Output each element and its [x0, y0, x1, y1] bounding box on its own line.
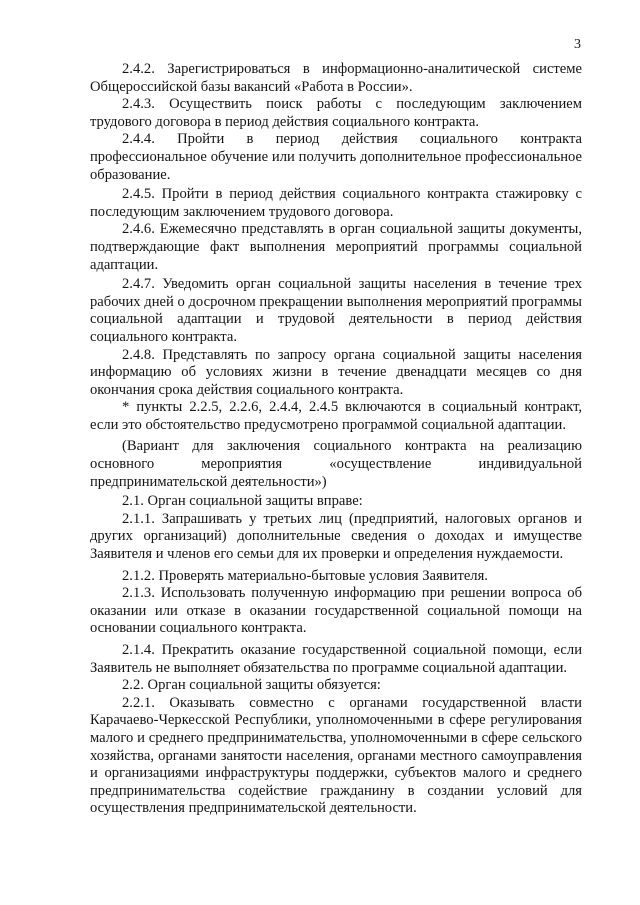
clause-2-4-5: 2.4.5. Пройти в период действия социального контракта стажировку с последующим заключением трудового договора.	[90, 186, 582, 220]
clause-2-2-1: 2.2.1. Оказывать совместно с органами государственной власти Карачаево-Черкесской Республики, уполномоченными в сфере регулирования малого и среднего предпринимательства, уполномоченными в сфере сельского хозяйства, органами занятости населения, органами местного самоуправления и организациями инфраструктуры поддержки, субъектов малого и среднего предпринимательства содействие гражданину в создании условий для осуществления предпринимательской деятельности.	[90, 694, 582, 817]
page-number: 3	[574, 37, 581, 52]
variant-note: (Вариант для заключения социального контракта на реализацию основного мероприятия «осуществление индивидуальной предпринимательской деятельности»)	[90, 438, 582, 490]
clause-2-1-2: 2.1.2. Проверять материально-бытовые условия Заявителя.	[122, 567, 488, 584]
clause-2-1-4: 2.1.4. Прекратить оказание государственной социальной помощи, если Заявитель не выполняет обязательства по программе социальной адаптации.	[90, 642, 582, 676]
clause-2-2-heading: 2.2. Орган социальной защиты обязуется:	[122, 677, 381, 694]
clause-2-1-1: 2.1.1. Запрашивать у третьих лиц (предприятий, налоговых органов и других организаций) дополнительные сведения о доходах и имуществе Заявителя и членов его семьи для их проверки и определения нуждаемости.	[90, 510, 582, 563]
document-body	[90, 61, 582, 818]
clause-2-1-3: 2.1.3. Использовать полученную информацию при решении вопроса об оказании или отказе в оказании государственной социальной помощи на основании социального контракта.	[90, 585, 582, 637]
clause-2-4-8: 2.4.8. Представлять по запросу органа социальной защиты населения информацию об условиях жизни в течение двенадцати месяцев со дня окончания срока действия социального контракта.	[90, 346, 582, 398]
footnote-note: * пункты 2.2.5, 2.2.6, 2.4.4, 2.4.5 включаются в социальный контракт, если это обстоятельство предусмотрено программой социальной адаптации.	[90, 399, 582, 433]
clause-2-1-heading: 2.1. Орган социальной защиты вправе:	[122, 493, 363, 510]
clause-2-4-7: 2.4.7. Уведомить орган социальной защиты населения в течение трех рабочих дней о досрочном прекращении выполнения мероприятий программы социальной адаптации и трудовой деятельности в период действия социального контракта.	[90, 276, 582, 345]
clause-2-4-4: 2.4.4. Пройти в период действия социального контракта профессиональное обучение или получить дополнительное профессиональное образование.	[90, 131, 582, 183]
clause-2-4-3: 2.4.3. Осуществить поиск работы с последующим заключением трудового договора в период действия социального контракта.	[90, 96, 582, 130]
clause-2-4-6: 2.4.6. Ежемесячно представлять в орган социальной защиты документы, подтверждающие факт выполнения мероприятий программы социальной адаптации.	[90, 221, 582, 273]
clause-2-4-2: 2.4.2. Зарегистрироваться в информационно-аналитической системе Общероссийской базы вакансий «Работа в России».	[90, 61, 582, 95]
